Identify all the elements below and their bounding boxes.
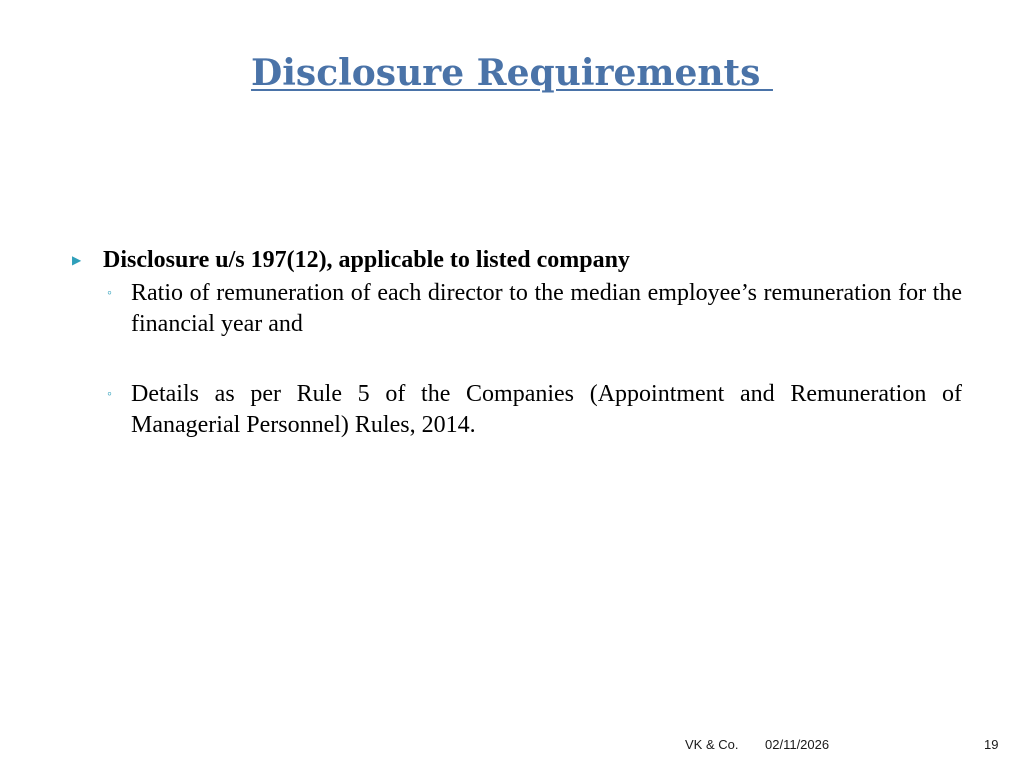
- sub-bullet-text: Ratio of remuneration of each director to the median employee’s remuneration for the financial year and: [131, 280, 962, 337]
- triangle-bullet-icon: ▶: [72, 253, 82, 267]
- footer-date: 02/11/2026: [765, 737, 830, 752]
- slide-title: Disclosure Requirements: [251, 52, 773, 94]
- slide-content: [72, 244, 962, 441]
- bullet-text: Disclosure u/s 197(12), applicable to listed company: [103, 247, 630, 273]
- circle-bullet-icon: ◦: [107, 286, 112, 301]
- footer-page-number: 19: [984, 737, 999, 752]
- sub-bullet-text: Details as per Rule 5 of the Companies (Appointment and Remuneration of Managerial Personnel) Rules, 2014.: [131, 381, 962, 438]
- sub-bullet-item: [107, 379, 962, 441]
- bullet-item: [72, 244, 962, 276]
- footer-company: VK & Co.: [685, 737, 739, 752]
- sub-bullet-item: [107, 278, 962, 340]
- circle-bullet-icon: ◦: [107, 387, 112, 402]
